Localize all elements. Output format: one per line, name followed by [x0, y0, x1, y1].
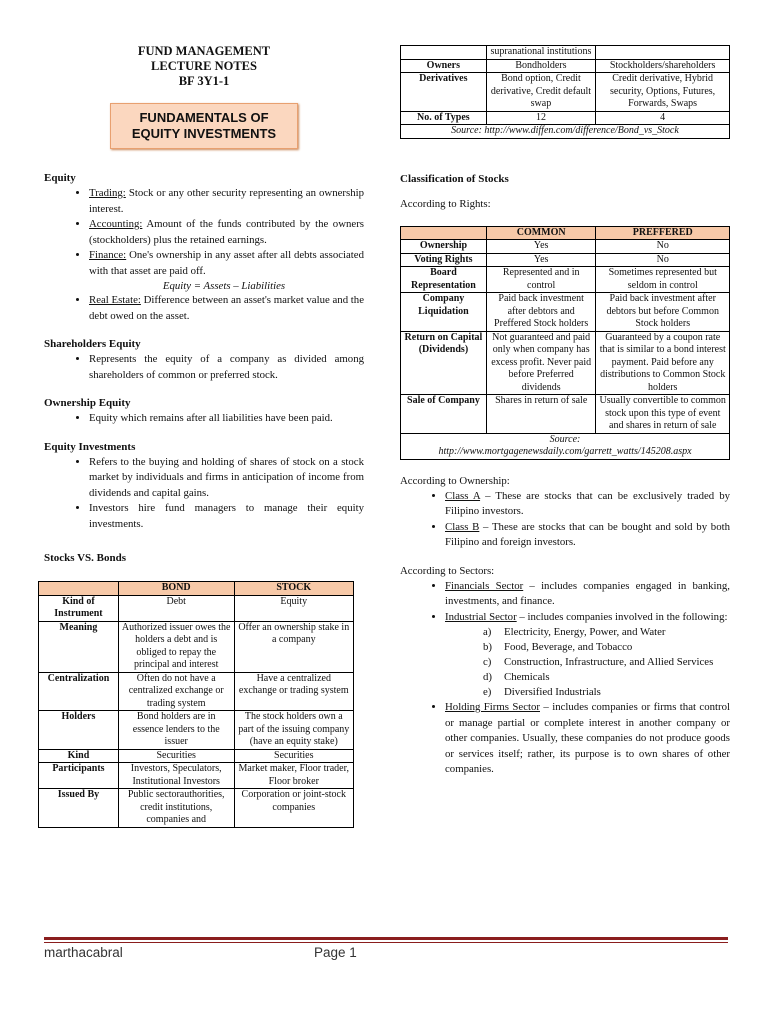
stock-cell: The stock holders own a part of the issuing company (have an equity stake)	[234, 711, 353, 750]
common-cell: Yes	[486, 253, 596, 267]
item-letter: c)	[483, 656, 492, 668]
list-item: • Refers to the buying and holding of shares of stock on a stock market by individuals and firms in anticipation of income from dividends and capital gains.	[89, 455, 364, 502]
bond-cell: Bond option, Credit derivative, Credit default swap	[486, 73, 596, 112]
footer-author: marthacabral	[44, 945, 123, 960]
ownership-intro: According to Ownership:	[400, 474, 510, 487]
row-label: Kind of Instrument	[39, 595, 119, 621]
source-label: Source:	[549, 433, 581, 445]
term-real-estate: Real Estate:	[89, 294, 141, 306]
bond-cell: Authorized issuer owes the holders a debt and is obliged to repay the principal and interest	[118, 621, 234, 672]
table-source	[401, 433, 730, 459]
definition: – includes companies involved in the following:	[516, 610, 728, 623]
investments-list	[44, 455, 364, 533]
page-number: Page 1	[314, 945, 357, 960]
definition: – These are stocks that can be exclusively traded by Filipino investors.	[445, 489, 730, 517]
stock-cell: 4	[596, 111, 730, 125]
document-header	[44, 44, 364, 89]
table-source-row	[401, 125, 730, 139]
definition: One's ownership in any asset after all debts associated with that asset are paid off.	[89, 249, 364, 277]
table-source: Source: http://www.diffen.com/difference/Bond_vs_Stock	[401, 125, 730, 139]
row-label: Company Liquidation	[401, 293, 487, 332]
common-cell: Represented and in control	[486, 267, 596, 293]
item-letter: e)	[483, 686, 492, 698]
item-text: Chemicals	[504, 671, 550, 683]
sublist-item	[483, 655, 730, 670]
row-label: Derivatives	[401, 73, 487, 112]
preferred-cell: No	[596, 240, 730, 254]
table-row	[401, 395, 730, 434]
sectors-list	[400, 579, 730, 778]
row-label	[401, 46, 487, 60]
preferred-cell: Usually convertible to common stock upon this type of event and shares in return of sale	[596, 395, 730, 434]
stock-cell: Corporation or joint-stock companies	[234, 789, 353, 828]
list-item: • Represents the equity of a company as divided among shareholders of common or preferred stock.	[89, 352, 364, 383]
bond-cell: Bondholders	[486, 59, 596, 73]
ownership-list	[44, 411, 364, 427]
definition: Stock or any other security representing an ownership interest.	[89, 187, 364, 215]
header-blank	[401, 226, 487, 240]
stock-cell: Have a centralized exchange or trading system	[234, 672, 353, 711]
course-title: FUND MANAGEMENT	[137, 44, 271, 58]
list-item	[89, 293, 364, 324]
shareholders-list	[44, 352, 364, 383]
bond-cell: Securities	[118, 749, 234, 763]
term-financials: Financials Sector	[445, 579, 524, 592]
definition: – These are stocks that can be bought and sold by both Filipino and foreign investors.	[445, 520, 730, 548]
equity-list-cont	[44, 293, 364, 324]
sectors-intro: According to Sectors:	[400, 564, 495, 577]
footer-rule-thin	[44, 942, 728, 943]
item-letter: d)	[483, 671, 492, 683]
notes-label: LECTURE NOTES	[151, 59, 257, 73]
section-code: BF 3Y1-1	[178, 74, 230, 88]
table-source-row	[401, 433, 730, 459]
row-label: Holders	[39, 711, 119, 750]
sublist-item	[483, 625, 730, 640]
preferred-cell: Paid back investment after debtors but before Common Stock holders	[596, 293, 730, 332]
term-holding-firms: Holding Firms Sector	[445, 701, 540, 713]
preferred-cell: Guaranteed by a coupon rate that is similar to a bond interest payment. Paid before any distributions to Common Stock holders	[596, 331, 730, 395]
list-item	[89, 217, 364, 248]
list-item: • Investors hire fund managers to manage their equity investments.	[89, 501, 364, 532]
definition: – includes companies engaged in banking, investments, and finance.	[445, 579, 730, 607]
header-blank	[39, 582, 119, 596]
header-common: COMMON	[486, 226, 596, 240]
table-row	[401, 293, 730, 332]
title-line-1: FUNDAMENTALS OF	[139, 110, 269, 125]
right-column	[400, 0, 730, 778]
item-text: Electricity, Energy, Power, and Water	[504, 626, 666, 638]
equity-list	[44, 186, 364, 279]
stock-cell: Securities	[234, 749, 353, 763]
row-label: Board Representation	[401, 267, 487, 293]
row-label: Ownership	[401, 240, 487, 254]
bond-cell: 12	[486, 111, 596, 125]
common-cell: Paid back investment after debtors and Preffered Stock holders	[486, 293, 596, 332]
table-row	[39, 711, 354, 750]
term-accounting: Accounting:	[89, 218, 143, 230]
rights-intro: According to Rights:	[400, 197, 491, 210]
left-column	[44, 0, 364, 828]
bond-cell: Debt	[118, 595, 234, 621]
stock-cell: Stockholders/shareholders	[596, 59, 730, 73]
stock-cell: Offer an ownership stake in a company	[234, 621, 353, 672]
list-item	[445, 520, 730, 551]
table-row	[401, 253, 730, 267]
row-label: Participants	[39, 763, 119, 789]
stocks-bonds-heading: Stocks VS. Bonds	[44, 552, 127, 564]
stock-cell	[596, 46, 730, 60]
stocks-bonds-table-continued	[400, 45, 730, 139]
bond-cell: Investors, Speculators, Institutional Investors	[118, 763, 234, 789]
ownership-heading: Ownership Equity	[44, 397, 131, 409]
table-row	[401, 59, 730, 73]
row-label: Centralization	[39, 672, 119, 711]
definition: Difference between an asset's market value and the debt owed on the asset.	[89, 294, 364, 322]
bond-cell: supranational institutions	[486, 46, 596, 60]
preferred-cell: No	[596, 253, 730, 267]
equity-formula: Equity = Assets – Liabilities	[162, 280, 286, 292]
table-header-row	[401, 226, 730, 240]
table-row	[39, 621, 354, 672]
table-row	[39, 595, 354, 621]
header-bond: BOND	[118, 582, 234, 596]
shareholders-heading: Shareholders Equity	[44, 338, 141, 350]
stocks-bonds-table	[38, 581, 354, 828]
header-preferred: PREFFERED	[596, 226, 730, 240]
industrial-sublist	[445, 625, 730, 700]
list-item	[445, 579, 730, 610]
list-item	[89, 248, 364, 279]
row-label: Sale of Company	[401, 395, 487, 434]
item-letter: b)	[483, 641, 492, 653]
common-cell: Yes	[486, 240, 596, 254]
ownership-class-list	[400, 489, 730, 551]
sublist-item	[483, 670, 730, 685]
list-item	[445, 489, 730, 520]
title-line-2: EQUITY INVESTMENTS	[131, 126, 277, 141]
common-cell: Shares in return of sale	[486, 395, 596, 434]
common-cell: Not guaranteed and paid only when company has excess profit. Never paid before Preferred dividends	[486, 331, 596, 395]
table-row	[39, 763, 354, 789]
header-stock: STOCK	[234, 582, 353, 596]
stock-cell: Credit derivative, Hybrid security, Options, Futures, Forwards, Swaps	[596, 73, 730, 112]
sublist-item	[483, 640, 730, 655]
page-title	[110, 103, 298, 149]
term-class-a: Class A	[445, 489, 481, 502]
list-item: • Equity which remains after all liabilities have been paid.	[89, 411, 364, 427]
row-label: Kind	[39, 749, 119, 763]
table-row	[401, 267, 730, 293]
bond-cell: Public sectorauthorities, credit institutions, companies and	[118, 789, 234, 828]
row-label: Voting Rights	[401, 253, 487, 267]
stock-cell: Equity	[234, 595, 353, 621]
term-finance: Finance:	[89, 249, 127, 261]
stock-cell: Market maker, Floor trader, Floor broker	[234, 763, 353, 789]
row-label: Issued By	[39, 789, 119, 828]
equity-heading: Equity	[44, 172, 76, 184]
item-letter: a)	[483, 626, 492, 638]
term-industrial: Industrial Sector	[445, 610, 517, 623]
footer-rule-thick	[44, 937, 728, 940]
table-row	[401, 331, 730, 395]
bond-cell: Bond holders are in essence lenders to the issuer	[118, 711, 234, 750]
term-class-b: Class B	[445, 520, 480, 533]
table-row	[39, 672, 354, 711]
sublist-item	[483, 685, 730, 700]
row-label: Return on Capital (Dividends)	[401, 331, 487, 395]
list-item	[89, 186, 364, 217]
row-label: No. of Types	[401, 111, 487, 125]
item-text: Construction, Infrastructure, and Allied Services	[504, 656, 714, 668]
row-label: Meaning	[39, 621, 119, 672]
preferred-cell: Sometimes represented but seldom in control	[596, 267, 730, 293]
definition: – includes companies or firms that control or manage partial or complete interest in another company or other companies. Usually, these companies do not produce goods or services itself; rather, its purpose is to own shares of other companies.	[445, 701, 730, 775]
list-item	[445, 700, 730, 778]
definition: Amount of the funds contributed by the owners (stockholders) plus the retained earnings.	[89, 218, 364, 246]
table-row	[401, 240, 730, 254]
list-item	[445, 610, 730, 701]
item-text: Food, Beverage, and Tobacco	[504, 641, 633, 653]
rights-table	[400, 226, 730, 460]
table-header-row	[39, 582, 354, 596]
item-text: Diversified Industrials	[504, 686, 601, 698]
table-row	[401, 46, 730, 60]
classification-heading: Classification of Stocks	[400, 172, 509, 185]
table-row	[39, 749, 354, 763]
table-row	[39, 789, 354, 828]
row-label: Owners	[401, 59, 487, 73]
bond-cell: Often do not have a centralized exchange or trading system	[118, 672, 234, 711]
source-url: http://www.mortgagenewsdaily.com/garrett_watts/145208.aspx	[438, 446, 692, 457]
table-row	[401, 111, 730, 125]
term-trading: Trading:	[89, 187, 126, 199]
investments-heading: Equity Investments	[44, 440, 136, 453]
table-row	[401, 73, 730, 112]
